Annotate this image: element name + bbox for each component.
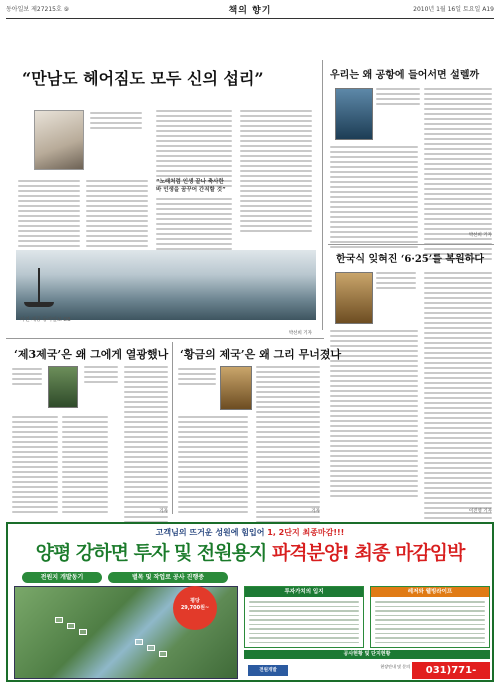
right-top-headline: 우리는 왜 공항에 들어서면 설렐까 [330, 70, 480, 81]
ad-topline [8, 527, 492, 538]
bottom-left-body-col1 [12, 416, 58, 513]
pane-leisure-text [375, 601, 485, 643]
bottom-left-byline: 기자 [159, 509, 168, 514]
pane-investment-text [249, 601, 359, 643]
book-cover-reich [48, 366, 78, 408]
column-divider [322, 60, 323, 330]
date-page: 2010년 1월 16일 토요일 A19 [413, 6, 494, 13]
bottom-left-body-col2 [62, 416, 108, 513]
ad-contact-row [244, 662, 490, 691]
real-estate-ad [6, 522, 494, 691]
ad-headline-main: 양평 강하면 투자 및 전원용지 [35, 542, 272, 564]
map-lot [67, 623, 75, 629]
masthead: 동아일보 제27215호 ⑨ [6, 6, 70, 13]
main-body-col3 [156, 110, 232, 187]
ad-topline-main: 고객님의 뜨거운 성원에 힘입어 [155, 528, 268, 537]
right-divider [328, 244, 494, 245]
bottom-mid-body-col1 [178, 416, 248, 513]
bottom-mid-byline: 기자 [311, 509, 320, 514]
ad-pane-leisure [370, 586, 490, 648]
right-top-body-col1 [330, 146, 418, 248]
book-cover-airport [335, 88, 373, 140]
map-lot [135, 639, 143, 645]
price-badge [173, 586, 217, 630]
bottom-left-body-col3 [124, 366, 168, 528]
bottom-section-rule [6, 338, 324, 339]
bl-book-info [12, 368, 42, 385]
advertiser-logo: 전원개발 [248, 665, 288, 676]
right-mid-body-col1 [330, 330, 418, 497]
right-mid-body-col2 [424, 272, 492, 529]
boat-hull [24, 302, 54, 307]
main-subhead-line2: 바 인생을 꿈꾸어 간직할 것” [156, 187, 226, 193]
right-top-byline: 박선희 기자 [468, 233, 492, 238]
price-badge-label: 평당 [190, 598, 200, 604]
book-cover-empire [220, 366, 252, 410]
ad-pill-construction: 별목 및 작업로 공사 진행중 [108, 572, 228, 583]
main-headline: “만남도 헤어짐도 모두 신의 섭리” [22, 69, 264, 88]
bottom-mid-body-col2 [256, 366, 320, 528]
ad-status-bar: 공사현황 및 단지현황 [244, 650, 490, 659]
main-subhead [156, 178, 232, 194]
header-rule [6, 18, 494, 19]
section-title: 책의 향기 [228, 6, 272, 16]
map-lot [147, 645, 155, 651]
page-header [6, 3, 494, 17]
ad-pill-development: 전원지 개발동기 [22, 572, 102, 583]
right-mid-headline: 한국식 잊혀진 ‘6·25’를 복원하다 [336, 254, 485, 265]
book-cover-625 [335, 272, 373, 324]
bottom-mid-headline: ‘황금의 제국’은 왜 그리 무너졌나 [180, 348, 342, 361]
ad-headline-red: 파격분양! 최종 마감임박 [271, 542, 465, 564]
right-mid-byline: 이진영 기자 [468, 509, 492, 514]
ad-pane-investment [244, 586, 364, 648]
river-photo [16, 250, 316, 320]
phone-label: 현장안내 및 문의 [380, 664, 410, 669]
ad-headline [12, 540, 488, 566]
bm-book-info [178, 368, 216, 385]
book-info-625 [376, 272, 416, 289]
boat-mast [38, 268, 40, 306]
book-info-airport [376, 88, 420, 105]
main-byline: 박선희 기자 [288, 331, 312, 336]
map-lot [79, 629, 87, 635]
phone-number: 031)771-2669 [412, 662, 490, 679]
price-badge-value: 29,700원~ [180, 605, 210, 611]
portrait-caption [90, 112, 142, 129]
map-lot [159, 651, 167, 657]
pane-investment-caption: 투자가치의 입지 [245, 587, 363, 597]
main-subhead-line1: “노래처럼 인생 끝나 축사한 [156, 179, 224, 185]
author-portrait [34, 110, 84, 170]
bottom-column-divider [172, 342, 173, 514]
bottom-left-headline: ‘제3제국’은 왜 그에게 열광했나 [14, 348, 169, 361]
photo-caption: 사진 제공 동아일보 DB [20, 317, 71, 323]
ad-topline-red: 1, 2단지 최종마감!!! [267, 528, 345, 537]
map-lot [55, 617, 63, 623]
bl-book-info2 [84, 366, 118, 383]
main-body-col5 [240, 110, 312, 232]
pane-leisure-caption: 레저와 웰빙라이프 [371, 587, 489, 597]
